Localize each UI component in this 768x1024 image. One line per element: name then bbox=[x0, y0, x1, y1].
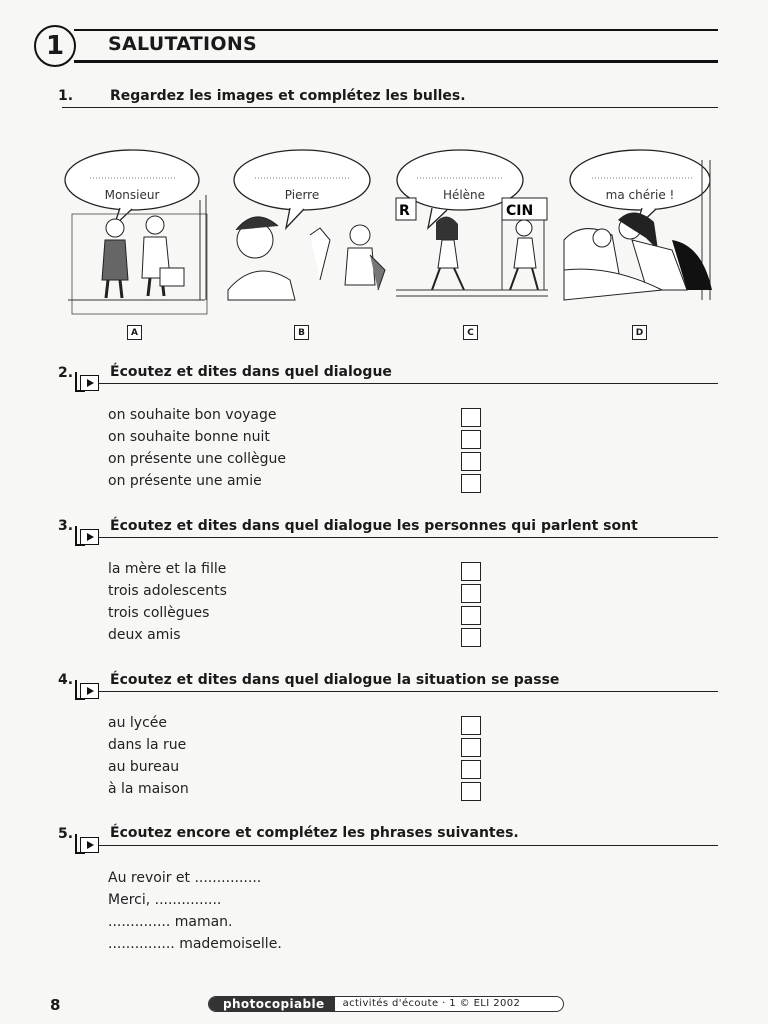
section5-line[interactable]: ............... mademoiselle. bbox=[108, 936, 282, 952]
panel-letter-d-text: D bbox=[635, 327, 644, 338]
section2-bracket bbox=[75, 372, 77, 390]
panel-letter-a bbox=[127, 325, 142, 340]
section5-line[interactable]: .............. maman. bbox=[108, 914, 233, 930]
panel-b-bubble-text: Pierre bbox=[284, 188, 320, 202]
answer-box[interactable] bbox=[461, 606, 481, 625]
svg-text:R: R bbox=[399, 203, 410, 219]
section3-item: deux amis bbox=[108, 627, 181, 643]
answer-box[interactable] bbox=[461, 452, 481, 471]
section4-number: 4. bbox=[58, 672, 74, 688]
audio-play-icon[interactable] bbox=[80, 837, 99, 853]
panel-d-bubble-text: ma chérie ! bbox=[605, 188, 675, 202]
answer-box[interactable] bbox=[461, 760, 481, 779]
section1-instruction: Regardez les images et complétez les bulles. bbox=[110, 88, 466, 104]
answer-box[interactable] bbox=[461, 474, 481, 493]
footer-label-light: activités d'écoute · 1 © ELI 2002 bbox=[342, 998, 521, 1009]
section3-bracket bbox=[75, 526, 77, 544]
section4-item: au lycée bbox=[108, 715, 168, 731]
section2-item: on souhaite bon voyage bbox=[108, 407, 277, 423]
section4-rule bbox=[98, 691, 718, 692]
section3-rule bbox=[98, 537, 718, 538]
panel-letter-d bbox=[632, 325, 647, 340]
audio-play-icon[interactable] bbox=[80, 375, 99, 391]
section4-instruction: Écoutez et dites dans quel dialogue la situation se passe bbox=[110, 672, 560, 688]
section2-item: on présente une amie bbox=[108, 473, 262, 489]
section3-item: la mère et la fille bbox=[108, 561, 227, 577]
panel-letter-c-text: C bbox=[467, 327, 474, 338]
section2-number: 2. bbox=[58, 365, 74, 381]
footer-label bbox=[208, 996, 564, 1012]
section3-item: trois adolescents bbox=[108, 583, 227, 599]
panel-letter-b bbox=[294, 325, 309, 340]
answer-box[interactable] bbox=[461, 738, 481, 757]
answer-box[interactable] bbox=[461, 584, 481, 603]
answer-box[interactable] bbox=[461, 716, 481, 735]
illustration-panel-c bbox=[392, 140, 552, 315]
answer-box[interactable] bbox=[461, 782, 481, 801]
panel-a-bubble-text: Monsieur bbox=[104, 188, 160, 202]
answer-box[interactable] bbox=[461, 562, 481, 581]
unit-number-badge bbox=[34, 25, 76, 67]
unit-number: 1 bbox=[45, 31, 65, 61]
header-rule-bottom bbox=[74, 60, 718, 63]
section5-line[interactable]: Au revoir et ............... bbox=[108, 870, 262, 886]
panel-letter-b-text: B bbox=[298, 327, 305, 338]
panel-c-bubble-text: Hélène bbox=[442, 188, 486, 202]
illustration-panel-a bbox=[60, 140, 210, 315]
answer-box[interactable] bbox=[461, 628, 481, 647]
section5-bracket bbox=[75, 834, 77, 852]
section2-item: on présente une collègue bbox=[108, 451, 287, 467]
section5-line[interactable]: Merci, ............... bbox=[108, 892, 222, 908]
answer-box[interactable] bbox=[461, 408, 481, 427]
section4-bracket bbox=[75, 680, 77, 698]
header-rule-top bbox=[74, 29, 718, 31]
section4-item: au bureau bbox=[108, 759, 180, 775]
audio-play-icon[interactable] bbox=[80, 529, 99, 545]
page-number: 8 bbox=[50, 996, 61, 1014]
section3-item: trois collègues bbox=[108, 605, 210, 621]
section2-instruction: Écoutez et dites dans quel dialogue bbox=[110, 364, 392, 380]
svg-text:CIN: CIN bbox=[506, 203, 534, 219]
section2-rule bbox=[98, 383, 718, 384]
panel-letter-c bbox=[463, 325, 478, 340]
section4-item: à la maison bbox=[108, 781, 189, 797]
section5-rule bbox=[98, 845, 718, 846]
audio-play-icon[interactable] bbox=[80, 683, 99, 699]
section1-rule bbox=[62, 107, 718, 108]
section5-instruction: Écoutez encore et complétez les phrases suivantes. bbox=[110, 825, 519, 841]
illustration-panel-d bbox=[562, 140, 722, 315]
section4-item: dans la rue bbox=[108, 737, 187, 753]
section1-number: 1. bbox=[58, 88, 74, 104]
panel-letter-a-text: A bbox=[131, 327, 138, 338]
section2-item: on souhaite bonne nuit bbox=[108, 429, 270, 445]
section3-instruction: Écoutez et dites dans quel dialogue les personnes qui parlent sont bbox=[110, 518, 638, 534]
answer-box[interactable] bbox=[461, 430, 481, 449]
illustration-panel-b bbox=[220, 140, 390, 315]
section5-number: 5. bbox=[58, 826, 74, 842]
footer-label-dark: photocopiable bbox=[209, 997, 335, 1011]
section3-number: 3. bbox=[58, 518, 74, 534]
unit-title: SALUTATIONS bbox=[108, 33, 258, 55]
